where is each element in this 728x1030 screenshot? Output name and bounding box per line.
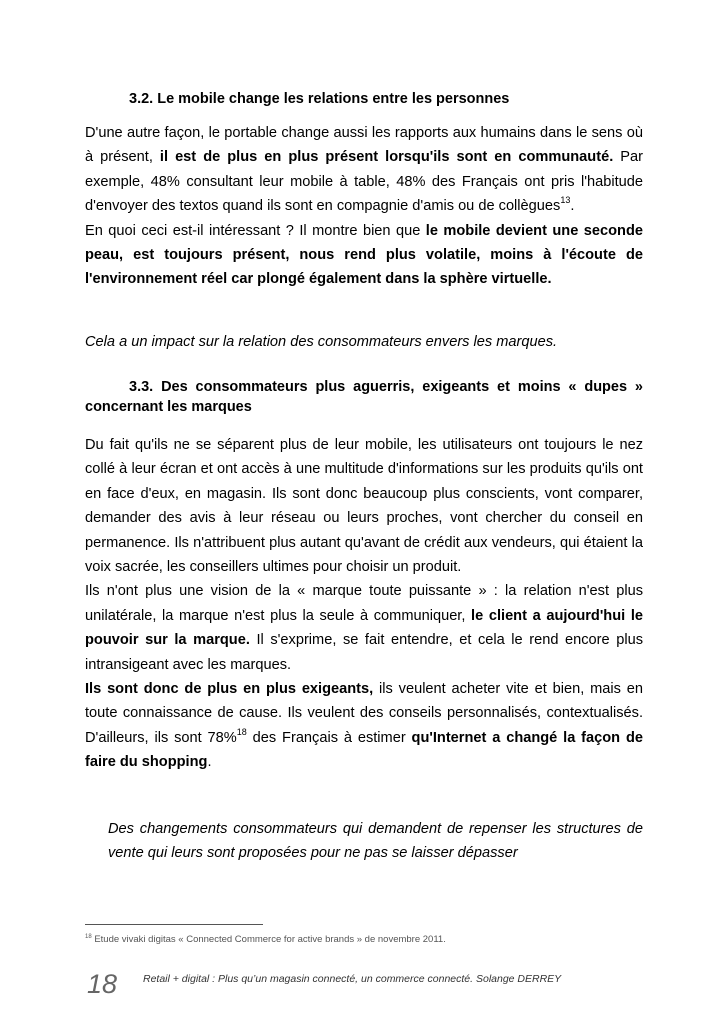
text-run: D'une autre façon, le portable change aussi les rapports aux humains dans le sens où à présent, — [85, 125, 643, 166]
bold-run: qu'Internet a changé la façon de faire du shopping — [85, 729, 643, 771]
text-run: ils veulent acheter vite et bien, mais en toute connaissance de cause. Ils veulent des conseils personnalisés, contextualisés. D'ailleurs, ils sont 78% — [85, 681, 643, 746]
bold-run: il est de plus en plus présent lorsqu'ils sont en communauté. — [159, 149, 614, 166]
text-run: . — [570, 198, 575, 215]
footnote-ref: 13 — [560, 195, 571, 206]
text-run: Ils n'ont plus une vision de la « marque toute puissante » : la relation n'est plus unilatérale, la marque n'est plus la seule à communiquer, — [85, 583, 643, 624]
bold-run: Ils sont donc de plus en plus exigeants, — [85, 681, 374, 698]
italic-note-3-2: Cela a un impact sur la relation des consommateurs envers les marques. — [85, 334, 558, 350]
paragraph-3-3 — [85, 433, 643, 775]
text-run: En quoi ceci est-il intéressant ? Il montre bien que — [85, 222, 426, 239]
text-run: Du fait qu'ils ne se séparent plus de leur mobile, les utilisateurs ont toujours le nez collé à leur écran et ont accès à une multitude d'informations sur les produits qu'ils ont en face d'eux, en magasin. Ils sont donc beaucoup plus conscients, vont comparer, demander des avis à leur réseau ou leurs proches, vont chercher du conseil en permanence. Ils n'attribuent plus autant qu'avant de crédit aux vendeurs, qui étaient la voix sacrée, les conseillers ultimes pour choisir un produit. — [85, 437, 643, 576]
bold-run: le client a aujourd'hui le pouvoir sur la marque. — [85, 607, 643, 649]
footnote-ref: 18 — [236, 726, 247, 737]
text-run: . — [207, 754, 212, 771]
section-heading-3-2: 3.2. Le mobile change les relations entre les personnes — [129, 91, 510, 107]
footnote-text: Etude vivaki digitas « Connected Commerce for active brands » de novembre 2011. — [91, 934, 446, 945]
footnote-divider — [85, 924, 263, 925]
text-run: Il s'exprime, se fait entendre, et cela le rend encore plus intransigeant avec les marques. — [85, 632, 643, 673]
bold-run: le mobile devient une seconde peau, est toujours présent, nous rend plus volatile, moins à l'écoute de l'environnement réel car plongé également dans la sphère virtuelle. — [85, 222, 643, 288]
page-number: 18 — [87, 969, 118, 999]
italic-note-3-3: Des changements consommateurs qui demandent de repenser les structures de vente qui leurs sont proposées pour ne pas se laisser dépasser — [108, 821, 643, 862]
footnote-number: 18 — [85, 934, 92, 940]
footer-text: Retail + digital : Plus qu’un magasin connecté, un commerce connecté. Solange DERREY — [143, 973, 562, 985]
paragraph-3-2 — [85, 121, 643, 292]
footnote — [85, 934, 446, 946]
text-run: Par exemple, 48% consultant leur mobile à table, 48% des Français ont pris l'habitude d'envoyer des textos quand ils sont en compagnie d'amis ou de collègues — [85, 149, 643, 215]
text-run: des Français à estimer — [246, 729, 412, 746]
section-heading-3-3: 3.3. Des consommateurs plus aguerris, exigeants et moins « dupes » concernant les marques — [85, 379, 643, 415]
